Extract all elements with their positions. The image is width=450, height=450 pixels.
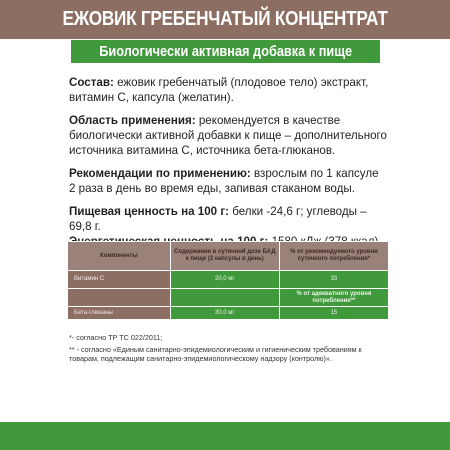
table-header-percent: % от рекомендуемого уровня суточного потребления* (279, 242, 388, 271)
table-cell-amount: 30,0 мг (170, 307, 279, 320)
application-text: рекомендуется в качестве биологически активной добавки к пище – дополнительного источника витамина С, источника бета-глюканов. (69, 114, 387, 157)
table-adequate-header: % от адекватного уровня потребления** (279, 289, 388, 307)
composition-table (67, 241, 389, 320)
table-cell-percent: 15 (279, 307, 388, 320)
product-description (69, 75, 387, 249)
table-cell-name: Витамин С (68, 271, 171, 289)
table-header-amount: Содержание в суточной дозе БАД к пище (2 капсулы в день) (170, 242, 279, 271)
composition-paragraph (69, 75, 387, 105)
usage-label: Рекомендации по применению: (69, 167, 251, 180)
application-label: Область применения: (69, 114, 196, 127)
nutrition-paragraph (69, 204, 387, 234)
footer-bar (0, 422, 450, 450)
header-bar (0, 0, 450, 39)
table-cell-empty (68, 289, 171, 307)
composition-text: ежовик гребенчатый (плодовое тело) экстракт, витамин С, капсула (желатин). (69, 76, 369, 104)
product-subtitle: Биологически активная добавка к пище (99, 43, 352, 60)
footnote-1: *- согласно ТР ТС 022/2011; (69, 333, 163, 342)
table-header-row (68, 242, 389, 271)
nutrition-text: белки -24,6 г; углеводы – 69,8 г. (69, 205, 367, 233)
table-cell-name: Бета-глюканы (68, 307, 171, 320)
product-title: ЕЖОВИК ГРЕБЕНЧАТЫЙ КОНЦЕНТРАТ (62, 8, 388, 30)
usage-text: взрослым по 1 капсуле 2 раза в день во время еды, запивая стаканом воды. (69, 167, 379, 195)
nutrition-label: Пищевая ценность на 100 г: (69, 205, 230, 218)
table-row (68, 307, 389, 320)
subtitle-bar (71, 40, 380, 63)
table-cell-percent: 33 (279, 271, 388, 289)
footnote-2: ** - согласно «Единым санитарно-эпидемиологическим и гигиеническим требованиям к товарам, подлежащим санитарно-эпидемиологическому надзору (контролю)». (69, 344, 362, 364)
table-cell-amount: 20,0 мг (170, 271, 279, 289)
table-row (68, 289, 389, 307)
table-row (68, 271, 389, 289)
table-header-components: Компоненты (68, 242, 171, 271)
composition-label: Состав: (69, 76, 114, 89)
usage-paragraph (69, 166, 387, 196)
table-cell-empty (170, 289, 279, 307)
application-paragraph (69, 113, 387, 158)
footnotes (69, 333, 387, 366)
